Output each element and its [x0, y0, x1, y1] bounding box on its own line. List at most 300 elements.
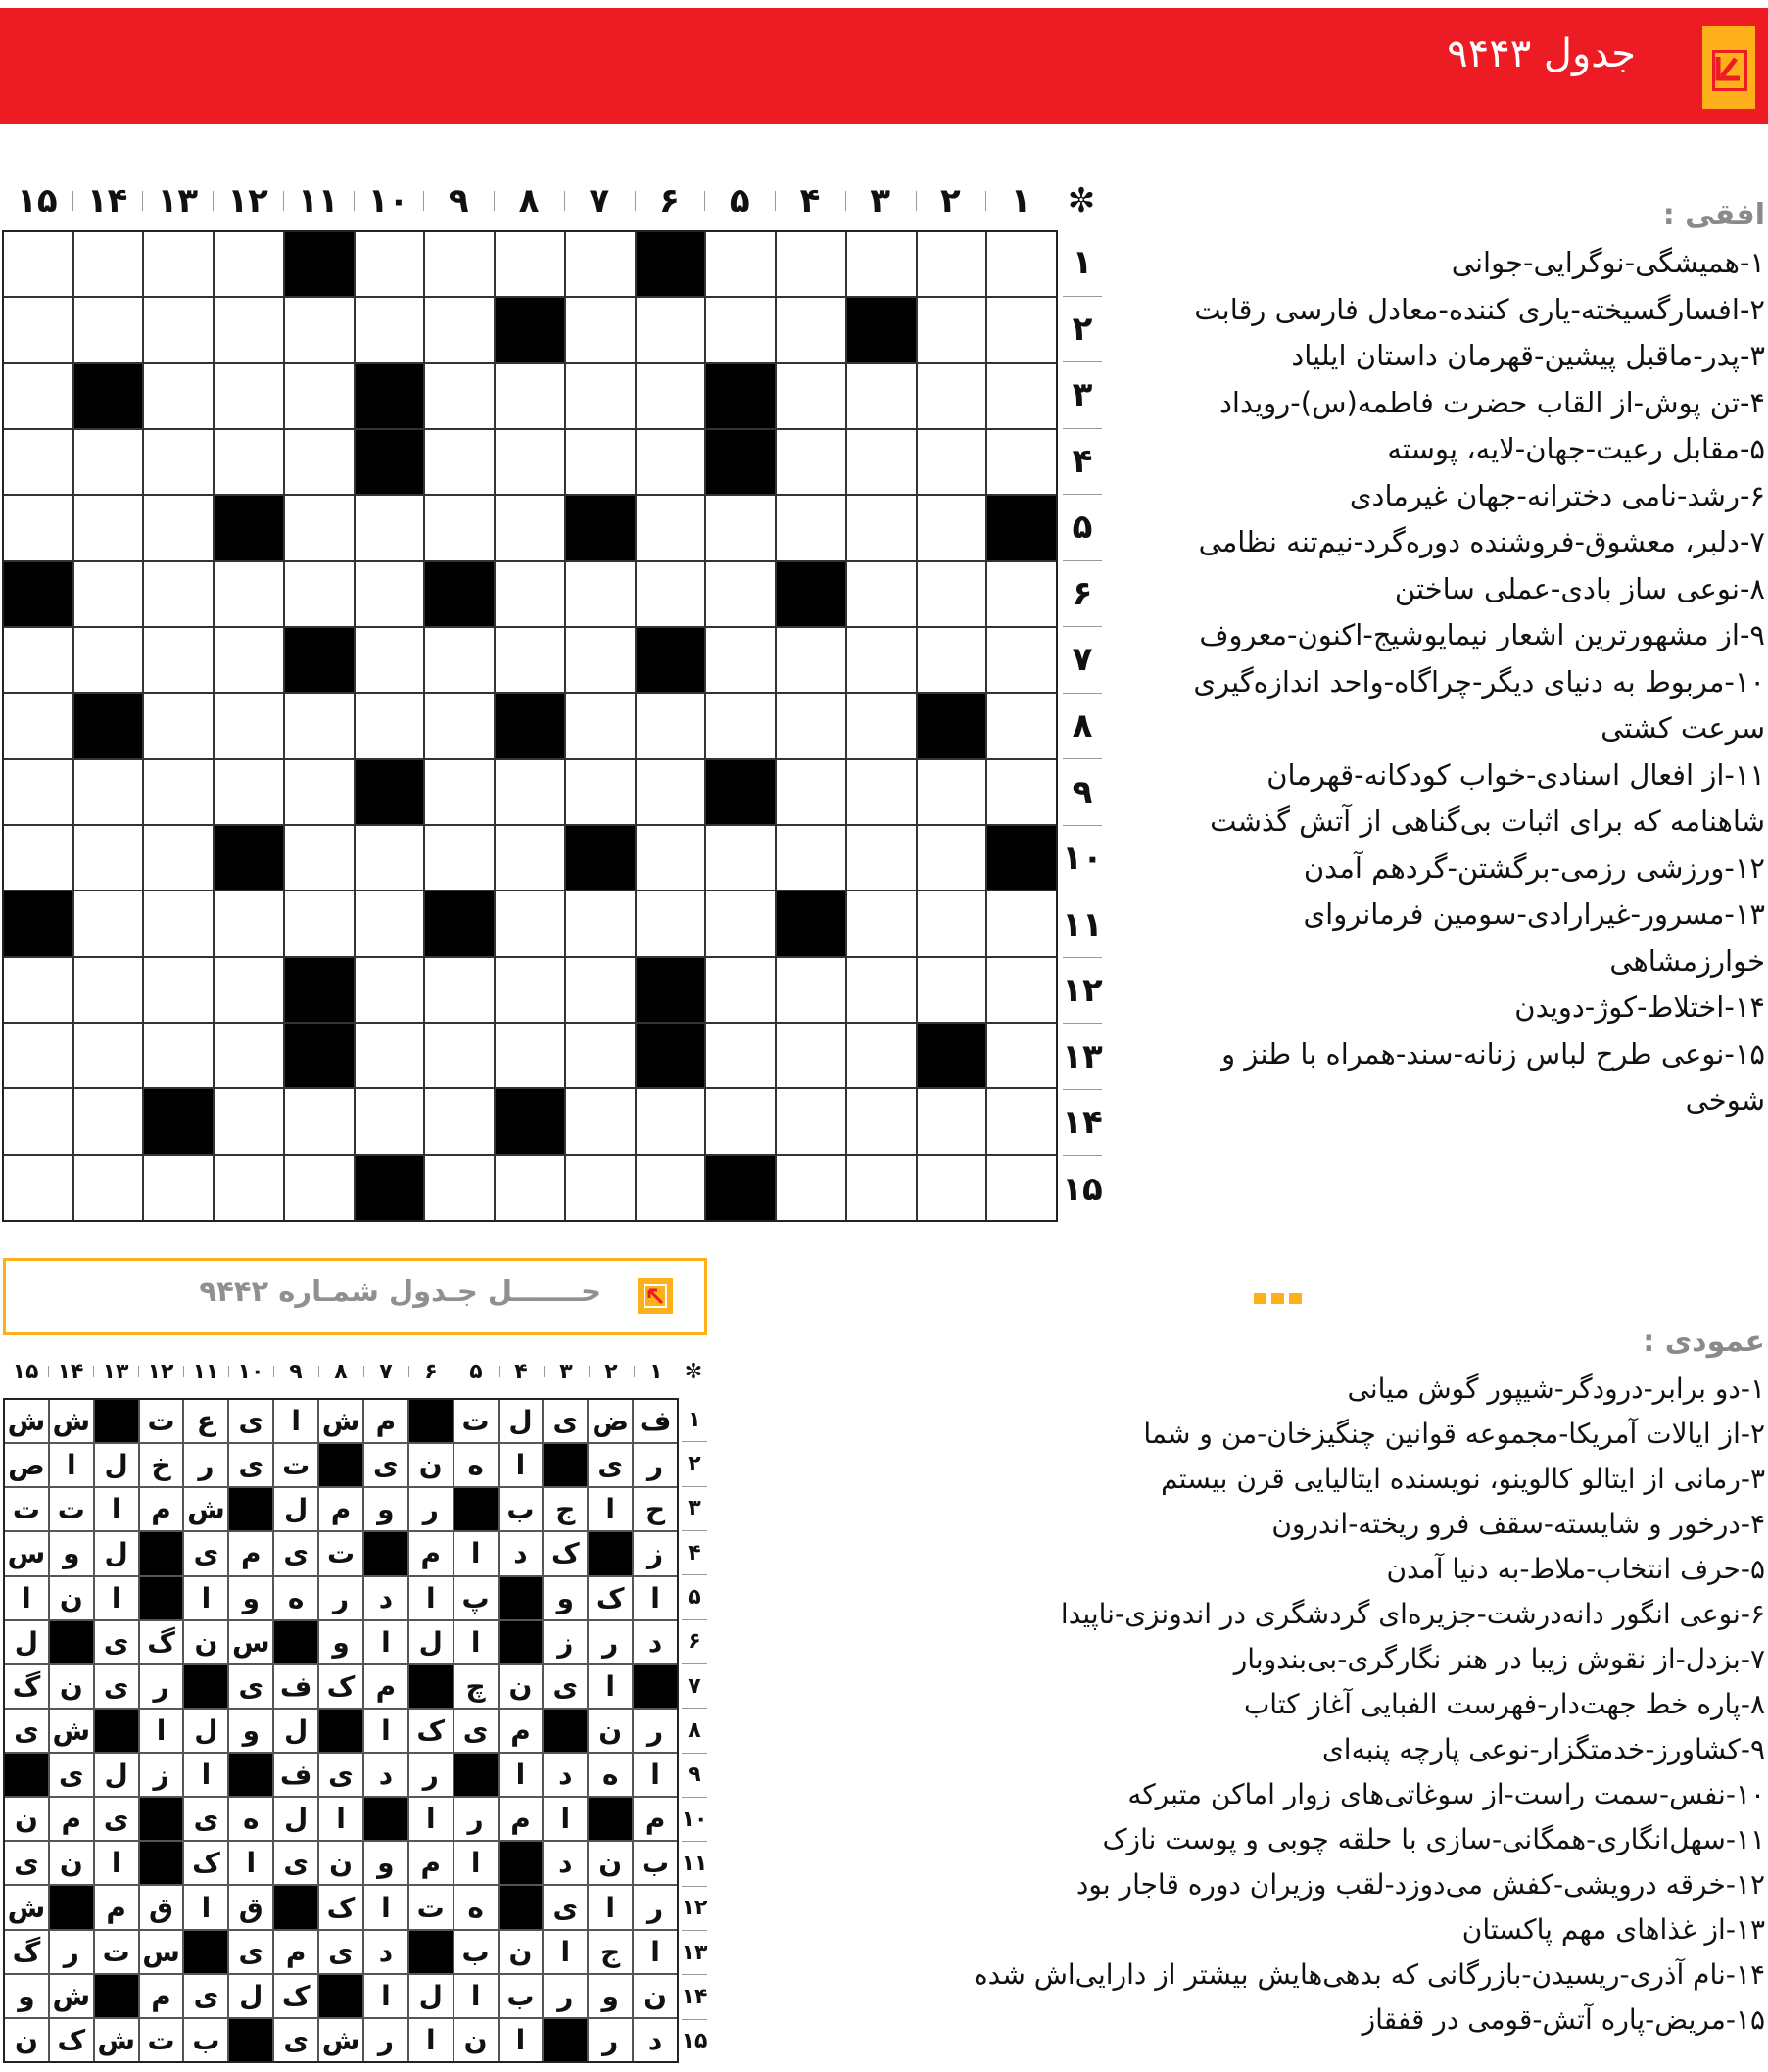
grid-cell[interactable] — [425, 1024, 494, 1087]
grid-cell[interactable] — [356, 958, 424, 1022]
solution-cell: و — [5, 1975, 48, 2017]
grid-cell[interactable] — [637, 826, 705, 890]
asterisk-icon: ✼ — [684, 1359, 703, 1384]
grid-cell[interactable] — [4, 232, 72, 296]
grid-cell[interactable] — [285, 694, 354, 757]
grid-cell[interactable] — [215, 958, 283, 1022]
grid-cell[interactable] — [425, 430, 494, 494]
grid-cell[interactable] — [215, 298, 283, 361]
solution-cell: و — [364, 1842, 407, 1884]
grid-cell[interactable] — [4, 826, 72, 890]
grid-cell[interactable] — [566, 1089, 635, 1153]
solution-cell: ر — [634, 1710, 677, 1752]
solution-cell: ف — [274, 1665, 317, 1708]
grid-cell[interactable] — [425, 628, 494, 692]
row-number: ۱۱ — [682, 1842, 707, 1886]
grid-cell[interactable] — [144, 891, 213, 955]
grid-cell[interactable] — [425, 826, 494, 890]
grid-cell[interactable] — [425, 694, 494, 757]
grid-cell[interactable] — [356, 298, 424, 361]
solution-cell: ت — [274, 1444, 317, 1486]
grid-cell[interactable] — [706, 958, 775, 1022]
grid-cell[interactable] — [777, 430, 845, 494]
solution-cell: ر — [50, 1931, 93, 1973]
grid-cell[interactable] — [566, 628, 635, 692]
grid-cell[interactable] — [847, 760, 916, 824]
grid-cell[interactable] — [987, 891, 1056, 955]
grid-cell[interactable] — [777, 496, 845, 559]
solution-cell: م — [229, 1532, 272, 1574]
grid-cell[interactable] — [566, 760, 635, 824]
solution-cell: ا — [409, 1577, 453, 1619]
grid-cell[interactable] — [706, 232, 775, 296]
row-number: ۷ — [1063, 627, 1102, 694]
black-cell — [425, 891, 494, 955]
grid-cell[interactable] — [215, 232, 283, 296]
grid-cell[interactable] — [706, 891, 775, 955]
solution-cell: ن — [184, 1621, 227, 1663]
grid-cell[interactable] — [496, 958, 564, 1022]
grid-cell[interactable] — [425, 232, 494, 296]
solution-cell: ت — [319, 1532, 362, 1574]
grid-cell[interactable] — [144, 958, 213, 1022]
solution-cell: ا — [634, 1577, 677, 1619]
grid-cell[interactable] — [847, 232, 916, 296]
solution-cell: ن — [454, 2019, 498, 2061]
column-number: ۸ — [318, 1360, 363, 1384]
grid-cell[interactable] — [918, 760, 986, 824]
grid-cell[interactable] — [496, 891, 564, 955]
solution-cell: ا — [589, 1665, 632, 1708]
grid-cell[interactable] — [847, 496, 916, 559]
grid-cell[interactable] — [215, 562, 283, 626]
down-clue: ۴-درخور و شایسته-سقف فرو ریخته-اندرون — [1271, 1508, 1765, 1540]
grid-cell[interactable] — [285, 496, 354, 559]
row-number: ۲ — [1063, 297, 1102, 363]
solution-cell: ا — [95, 1488, 138, 1530]
grid-cell[interactable] — [356, 628, 424, 692]
grid-cell[interactable] — [918, 496, 986, 559]
solution-cell: ی — [274, 1532, 317, 1574]
grid-cell[interactable] — [74, 496, 143, 559]
grid-cell[interactable] — [847, 1156, 916, 1220]
grid-cell[interactable] — [637, 430, 705, 494]
grid-cell[interactable] — [215, 364, 283, 428]
column-number: ۱۰ — [228, 1360, 273, 1384]
grid-cell[interactable] — [215, 760, 283, 824]
grid-cell[interactable] — [847, 1024, 916, 1087]
solution-cell: م — [500, 1798, 543, 1840]
grid-cell[interactable] — [285, 1156, 354, 1220]
grid-cell[interactable] — [637, 891, 705, 955]
grid-cell[interactable] — [496, 364, 564, 428]
solution-cell: ی — [95, 1621, 138, 1663]
across-clue: ۱۰-مربوط به دنیای دیگر-چراگاه-واحد اندازه‌گیری سرعت کشتی — [1193, 664, 1765, 745]
solution-cell: ز — [544, 1621, 587, 1663]
solution-cell: ه — [454, 1886, 498, 1928]
grid-cell[interactable] — [566, 694, 635, 757]
grid-cell[interactable] — [356, 1024, 424, 1087]
solution-cell: ا — [454, 1621, 498, 1663]
solution-cell: ش — [50, 1710, 93, 1752]
solution-cell: ا — [409, 2019, 453, 2061]
grid-cell[interactable] — [987, 1024, 1056, 1087]
across-clue: ۱۲-ورزشی رزمی-برگشتن-گردهم آمدن — [1303, 850, 1765, 885]
black-cell — [987, 496, 1056, 559]
grid-cell[interactable] — [847, 562, 916, 626]
grid-cell[interactable] — [918, 298, 986, 361]
grid-cell[interactable] — [356, 496, 424, 559]
grid-cell[interactable] — [285, 826, 354, 890]
grid-cell[interactable] — [847, 694, 916, 757]
grid-cell[interactable] — [356, 891, 424, 955]
row-number: ۱۲ — [1063, 958, 1102, 1025]
grid-cell[interactable] — [637, 298, 705, 361]
solution-cell: ب — [184, 2019, 227, 2061]
grid-cell[interactable] — [215, 891, 283, 955]
solution-cell: ش — [319, 2019, 362, 2061]
grid-cell[interactable] — [215, 628, 283, 692]
down-clue: ۱۲-خرقه درویشی-کفش می‌دوزد-لقب وزیران دوره قاجار بود — [1075, 1868, 1765, 1901]
grid-cell[interactable] — [285, 298, 354, 361]
grid-cell[interactable] — [637, 694, 705, 757]
grid-cell[interactable] — [918, 1089, 986, 1153]
grid-cell[interactable] — [496, 760, 564, 824]
solution-cell: ا — [50, 1444, 93, 1486]
grid-cell[interactable] — [74, 628, 143, 692]
black-cell — [319, 1975, 362, 2017]
solution-cell: ر — [544, 1975, 587, 2017]
grid-cell[interactable] — [74, 430, 143, 494]
row-number: ۷ — [682, 1664, 707, 1709]
grid-cell[interactable] — [987, 430, 1056, 494]
grid-cell[interactable] — [4, 694, 72, 757]
grid-cell[interactable] — [566, 958, 635, 1022]
black-cell — [409, 1931, 453, 1973]
grid-cell[interactable] — [777, 232, 845, 296]
grid-cell[interactable] — [425, 364, 494, 428]
solution-cell: ت — [95, 1931, 138, 1973]
solution-cell: ن — [50, 1577, 93, 1619]
grid-cell[interactable] — [706, 496, 775, 559]
grid-cell[interactable] — [425, 958, 494, 1022]
grid-cell[interactable] — [4, 496, 72, 559]
grid-cell[interactable] — [847, 430, 916, 494]
solution-cell: ش — [319, 1400, 362, 1442]
column-number: ۱ — [985, 181, 1056, 220]
grid-cell[interactable] — [74, 1024, 143, 1087]
solution-cell: ی — [544, 1400, 587, 1442]
grid-cell[interactable] — [706, 298, 775, 361]
grid-cell[interactable] — [356, 562, 424, 626]
grid-cell[interactable] — [215, 430, 283, 494]
grid-cell[interactable] — [918, 1156, 986, 1220]
grid-cell[interactable] — [566, 430, 635, 494]
grid-cell[interactable] — [637, 562, 705, 626]
grid-cell[interactable] — [847, 364, 916, 428]
grid-cell[interactable] — [74, 1089, 143, 1153]
row-number: ۴ — [1063, 429, 1102, 496]
black-cell — [356, 1156, 424, 1220]
grid-cell[interactable] — [496, 562, 564, 626]
row-numbers — [1063, 230, 1102, 1222]
grid-cell[interactable] — [987, 562, 1056, 626]
grid-cell[interactable] — [74, 562, 143, 626]
grid-cell[interactable] — [496, 232, 564, 296]
grid-cell[interactable] — [637, 496, 705, 559]
solution-cell: ل — [409, 1975, 453, 2017]
grid-cell[interactable] — [144, 298, 213, 361]
grid-cell[interactable] — [987, 298, 1056, 361]
solution-cell: ی — [184, 1975, 227, 2017]
grid-cell[interactable] — [496, 1024, 564, 1087]
grid-cell[interactable] — [918, 562, 986, 626]
grid-cell[interactable] — [285, 760, 354, 824]
solution-cell: م — [50, 1798, 93, 1840]
grid-cell[interactable] — [987, 364, 1056, 428]
grid-cell[interactable] — [987, 1089, 1056, 1153]
column-number: ۸ — [494, 181, 564, 220]
grid-cell[interactable] — [356, 826, 424, 890]
solution-cell: ی — [95, 1665, 138, 1708]
grid-cell[interactable] — [74, 1156, 143, 1220]
solution-cell: ک — [274, 1975, 317, 2017]
black-cell — [544, 2019, 587, 2061]
grid-cell[interactable] — [144, 1156, 213, 1220]
grid-cell[interactable] — [356, 1089, 424, 1153]
row-number: ۱ — [1063, 230, 1102, 297]
grid-cell[interactable] — [777, 760, 845, 824]
grid-cell[interactable] — [425, 1089, 494, 1153]
grid-cell[interactable] — [566, 891, 635, 955]
grid-cell[interactable] — [285, 364, 354, 428]
grid-cell[interactable] — [4, 1024, 72, 1087]
across-title: افقی : — [1662, 198, 1765, 232]
grid-cell[interactable] — [847, 1089, 916, 1153]
solution-cell: ا — [140, 1710, 183, 1752]
grid-cell[interactable] — [215, 1089, 283, 1153]
grid-cell[interactable] — [356, 232, 424, 296]
grid-cell[interactable] — [987, 628, 1056, 692]
grid-cell[interactable] — [4, 298, 72, 361]
grid-cell[interactable] — [4, 958, 72, 1022]
grid-cell[interactable] — [918, 232, 986, 296]
grid-cell[interactable] — [777, 1024, 845, 1087]
grid-cell[interactable] — [566, 364, 635, 428]
solution-cell: ا — [184, 1754, 227, 1796]
grid-cell[interactable] — [777, 958, 845, 1022]
solution-title: حـــــــل جـدول شمـاره ۹۴۴۲ — [199, 1275, 601, 1308]
solution-cell: ی — [364, 1444, 407, 1486]
grid-cell[interactable] — [215, 1024, 283, 1087]
grid-cell[interactable] — [987, 760, 1056, 824]
grid-cell[interactable] — [496, 430, 564, 494]
grid-cell[interactable] — [566, 232, 635, 296]
grid-cell[interactable] — [425, 760, 494, 824]
grid-cell[interactable] — [4, 1089, 72, 1153]
grid-cell[interactable] — [144, 562, 213, 626]
grid-cell[interactable] — [777, 1156, 845, 1220]
grid-cell[interactable] — [918, 826, 986, 890]
grid-cell[interactable] — [847, 628, 916, 692]
grid-cell[interactable] — [706, 1024, 775, 1087]
grid-cell[interactable] — [987, 958, 1056, 1022]
column-number: ۱۳ — [142, 181, 213, 220]
grid-cell[interactable] — [777, 628, 845, 692]
down-clue: ۲-از ایالات آمریکا-مجموعه قوانین چنگیزخان-من و شما — [1143, 1418, 1765, 1450]
grid-cell[interactable] — [847, 891, 916, 955]
grid-cell[interactable] — [215, 1156, 283, 1220]
solution-cell: س — [5, 1532, 48, 1574]
black-cell — [229, 2019, 272, 2061]
grid-cell[interactable] — [706, 826, 775, 890]
grid-cell[interactable] — [637, 1089, 705, 1153]
column-number: ۵ — [704, 181, 775, 220]
row-number: ۲ — [682, 1442, 707, 1486]
black-cell — [589, 1798, 632, 1840]
grid-cell[interactable] — [215, 694, 283, 757]
grid-cell[interactable] — [918, 364, 986, 428]
grid-cell[interactable] — [706, 1089, 775, 1153]
grid-cell[interactable] — [777, 364, 845, 428]
grid-cell[interactable] — [74, 891, 143, 955]
solution-cell: ت — [454, 1400, 498, 1442]
black-cell — [274, 1621, 317, 1663]
grid-cell[interactable] — [4, 430, 72, 494]
grid-cell[interactable] — [144, 1024, 213, 1087]
grid-cell[interactable] — [4, 760, 72, 824]
black-cell — [319, 1710, 362, 1752]
grid-cell[interactable] — [74, 958, 143, 1022]
header-bar — [0, 8, 1768, 124]
black-cell — [777, 562, 845, 626]
grid-cell[interactable] — [425, 496, 494, 559]
grid-cell[interactable] — [777, 298, 845, 361]
grid-cell[interactable] — [285, 562, 354, 626]
grid-cell[interactable] — [637, 1156, 705, 1220]
grid-cell[interactable] — [356, 694, 424, 757]
black-cell — [544, 1710, 587, 1752]
grid-cell[interactable] — [496, 496, 564, 559]
grid-cell[interactable] — [144, 628, 213, 692]
solution-cell: ن — [634, 1975, 677, 2017]
grid-cell[interactable] — [847, 826, 916, 890]
down-clue: ۱۳-از غذاهای مهم پاکستان — [1461, 1913, 1765, 1946]
grid-cell[interactable] — [144, 496, 213, 559]
black-cell — [500, 1621, 543, 1663]
row-number: ۳ — [682, 1487, 707, 1531]
grid-cell[interactable] — [285, 1089, 354, 1153]
grid-cell[interactable] — [918, 891, 986, 955]
solution-cell: ن — [500, 1931, 543, 1973]
grid-cell[interactable] — [496, 826, 564, 890]
solution-cell: د — [364, 1577, 407, 1619]
grid-cell[interactable] — [918, 430, 986, 494]
grid-cell[interactable] — [637, 364, 705, 428]
column-number: ۱۲ — [138, 1360, 183, 1384]
column-number: ۷ — [363, 1360, 408, 1384]
solution-cell: د — [364, 1754, 407, 1796]
grid-cell[interactable] — [144, 760, 213, 824]
grid-cell[interactable] — [144, 430, 213, 494]
grid-cell[interactable] — [706, 562, 775, 626]
solution-cell: خ — [140, 1444, 183, 1486]
solution-cell: ن — [589, 1842, 632, 1884]
separator-dots — [1254, 1293, 1302, 1304]
grid-cell[interactable] — [566, 298, 635, 361]
solution-cell: ی — [5, 1842, 48, 1884]
down-clues — [676, 1318, 1765, 2043]
solution-row-numbers — [682, 1398, 707, 2063]
grid-cell[interactable] — [425, 298, 494, 361]
row-number: ۸ — [1063, 694, 1102, 760]
grid-cell[interactable] — [144, 694, 213, 757]
grid-cell[interactable] — [74, 232, 143, 296]
solution-cell: پ — [454, 1577, 498, 1619]
solution-cell: ج — [544, 1488, 587, 1530]
grid-cell[interactable] — [4, 364, 72, 428]
solution-cell: ر — [454, 1798, 498, 1840]
grid-cell[interactable] — [74, 826, 143, 890]
row-number: ۹ — [1063, 759, 1102, 826]
across-clue: ۱۳-مسرور-غیرارادی-سومین فرمانروای خوارزمشاهی — [1303, 897, 1765, 978]
solution-cell: ا — [589, 1488, 632, 1530]
grid-cell[interactable] — [144, 364, 213, 428]
black-cell — [144, 1089, 213, 1153]
grid-cell[interactable] — [987, 1156, 1056, 1220]
solution-cell: ق — [140, 1886, 183, 1928]
grid-cell[interactable] — [918, 628, 986, 692]
grid-cell[interactable] — [637, 760, 705, 824]
grid-cell[interactable] — [918, 958, 986, 1022]
solution-cell: ی — [454, 1710, 498, 1752]
grid-cell[interactable] — [144, 826, 213, 890]
grid-cell[interactable] — [566, 562, 635, 626]
solution-cell: ش — [95, 2019, 138, 2061]
grid-cell[interactable] — [777, 694, 845, 757]
grid-cell[interactable] — [144, 232, 213, 296]
grid-cell[interactable] — [847, 958, 916, 1022]
grid-cell[interactable] — [777, 826, 845, 890]
grid-cell[interactable] — [285, 891, 354, 955]
grid-cell[interactable] — [496, 1156, 564, 1220]
grid-cell[interactable] — [777, 1089, 845, 1153]
solution-cell: م — [95, 1886, 138, 1928]
row-number: ۸ — [682, 1709, 707, 1753]
grid-cell[interactable] — [74, 760, 143, 824]
grid-cell[interactable] — [987, 694, 1056, 757]
solution-cell: ز — [140, 1754, 183, 1796]
black-cell — [229, 1488, 272, 1530]
grid-cell[interactable] — [285, 430, 354, 494]
solution-cell: و — [229, 1710, 272, 1752]
grid-cell[interactable] — [566, 1024, 635, 1087]
black-cell — [285, 628, 354, 692]
grid-cell[interactable] — [706, 628, 775, 692]
across-clue: ۱۱-از افعال اسنادی-خواب کودکانه-قهرمان شاهنامه که برای اثبات بی‌گناهی از آتش گذشت — [1210, 757, 1765, 838]
black-cell — [95, 1975, 138, 2017]
grid-cell[interactable] — [4, 1156, 72, 1220]
black-cell — [285, 232, 354, 296]
grid-cell[interactable] — [425, 1156, 494, 1220]
grid-cell[interactable] — [987, 232, 1056, 296]
grid-cell[interactable] — [496, 628, 564, 692]
grid-cell[interactable] — [706, 694, 775, 757]
grid-cell[interactable] — [4, 628, 72, 692]
grid-cell[interactable] — [566, 1156, 635, 1220]
grid-cell[interactable] — [74, 298, 143, 361]
row-number: ۱۱ — [1063, 891, 1102, 958]
